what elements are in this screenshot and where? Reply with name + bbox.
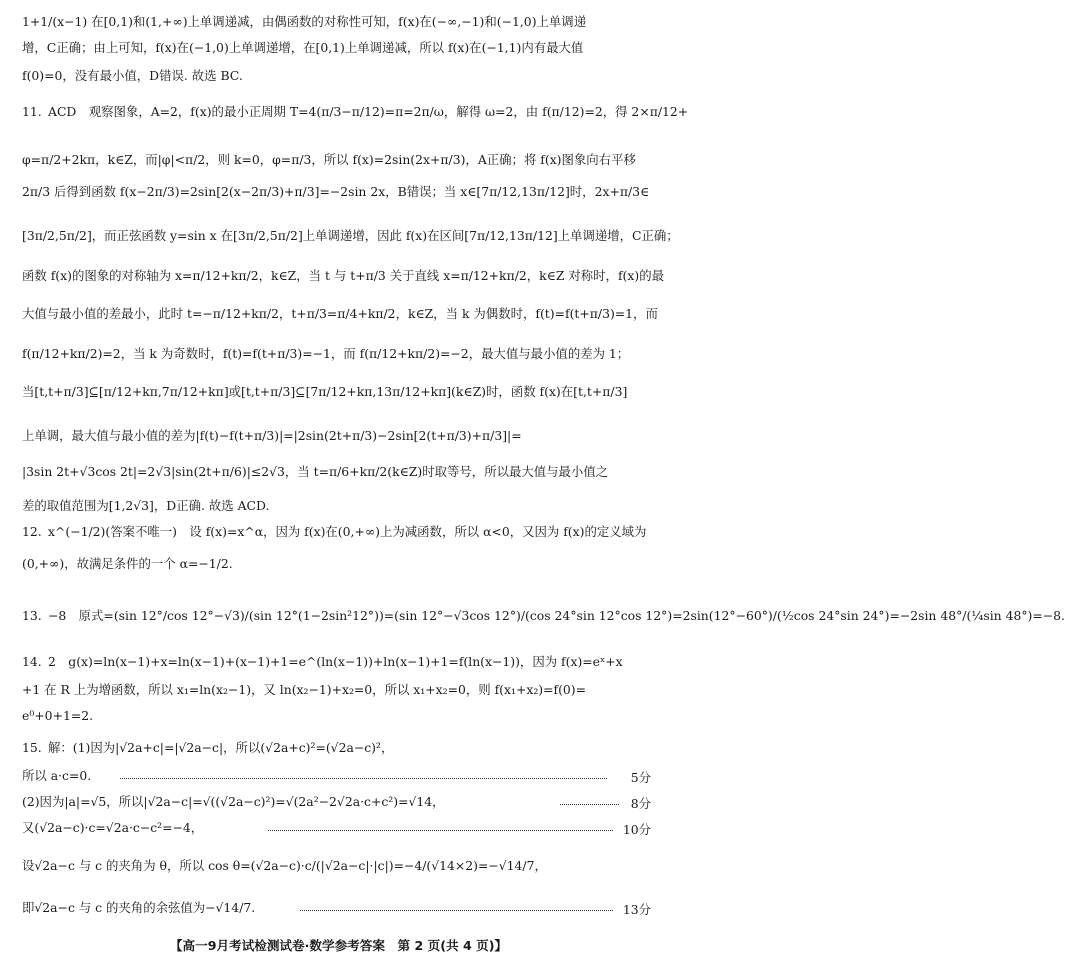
q14-number: 14. bbox=[22, 654, 42, 669]
q11-line-2: φ=π/2+2kπ，k∈Z，而|φ|<π/2，则 k=0，φ=π/3，所以 f(x)=2sin(2x+π/3)，A正确；将 f(x)图象向右平移 bbox=[22, 152, 636, 167]
q15-dotted-leader-4 bbox=[300, 910, 613, 911]
q14-line-1 bbox=[22, 654, 651, 670]
q15-score-3: 10分 bbox=[622, 822, 651, 837]
q13-number: 13. bbox=[22, 608, 42, 623]
q15-line-4: 又(√2a−c)·c=√2a·c−c²=−4， bbox=[22, 820, 204, 835]
q12-number: 12. bbox=[22, 524, 42, 539]
q14-text: 2 g(x)=ln(x−1)+x=ln(x−1)+(x−1)+1=e^(ln(x−1))+ln(x−1)+1=f(ln(x−1))，因为 f(x)=eˣ+x bbox=[48, 654, 623, 669]
page-footer: 【高一9月考试检测试卷·数学参考答案 第 2 页(共 4 页)】 bbox=[169, 938, 508, 953]
q15-number: 15. bbox=[22, 740, 42, 755]
q10-continuation-line-3: f(0)=0，没有最小值，D错误. 故选 BC. bbox=[22, 68, 243, 83]
q11-line-1 bbox=[22, 104, 689, 120]
q15-line-1 bbox=[22, 740, 651, 756]
q11-line-4: [3π/2,5π/2]，而正弦函数 y=sin x 在[3π/2,5π/2]上单调递增，因此 f(x)在区间[7π/12,13π/12]上单调递增，C正确； bbox=[22, 228, 679, 243]
q10-continuation-line-1: 1+1/(x−1) 在[0,1)和(1,+∞)上单调递减，由偶函数的对称性可知，f(x)在(−∞,−1)和(−1,0)上单调递 bbox=[22, 14, 587, 29]
q11-line-11: 差的取值范围为[1,2√3]，D正确. 故选 ACD. bbox=[22, 498, 270, 513]
q11-text: ACD 观察图象，A=2，f(x)的最小正周期 T=4(π/3−π/12)=π=2π/ω，解得 ω=2，由 f(π/12)=2，得 2×π/12+ bbox=[48, 104, 689, 119]
q15-dotted-leader-3 bbox=[268, 830, 613, 831]
q11-line-9: 上单调，最大值与最小值的差为|f(t)−f(t+π/3)|=|2sin(2t+π/3)−2sin[2(t+π/3)+π/3]|= bbox=[22, 428, 522, 443]
q14-line-2: +1 在 R 上为增函数，所以 x₁=ln(x₂−1)，又 ln(x₂−1)+x₂=0，所以 x₁+x₂=0，则 f(x₁+x₂)=f(0)= bbox=[22, 682, 587, 697]
q12-text: x^(−1/2)(答案不唯一) 设 f(x)=x^α，因为 f(x)在(0,+∞)上为减函数，所以 α<0，又因为 f(x)的定义域为 bbox=[48, 524, 647, 539]
q11-line-8: 当[t,t+π/3]⊆[π/12+kπ,7π/12+kπ]或[t,t+π/3]⊆[7π/12+kπ,13π/12+kπ](k∈Z)时，函数 f(x)在[t,t+π/3] bbox=[22, 384, 628, 399]
q12-line-2: (0,+∞)，故满足条件的一个 α=−1/2. bbox=[22, 556, 233, 571]
q15-dotted-leader-2 bbox=[560, 804, 619, 805]
q12-line-1 bbox=[22, 524, 651, 540]
q15-dotted-leader-1 bbox=[120, 778, 607, 779]
q15-score-1: 5分 bbox=[630, 770, 651, 785]
q15-line-6: 即√2a−c 与 c 的夹角的余弦值为−√14/7. bbox=[22, 900, 256, 915]
q13-text: −8 原式=(sin 12°/cos 12°−√3)/(sin 12°(1−2sin²12°))=(sin 12°−√3cos 12°)/(cos 24°sin 12°cos 12°)=2sin(12°−60°)/(½cos 24°sin 24°)=−2sin 48°/(¼sin 48°)=−8. bbox=[48, 608, 1065, 623]
q15-line-2: 所以 a·c=0. bbox=[22, 768, 92, 783]
q11-number: 11. bbox=[22, 104, 42, 119]
q10-continuation-line-2: 增，C正确；由上可知，f(x)在(−1,0)上单调递增，在[0,1)上单调递减，所以 f(x)在(−1,1)内有最大值 bbox=[22, 40, 584, 55]
q15-text: 解：(1)因为|√2a+c|=|√2a−c|，所以(√2a+c)²=(√2a−c)²， bbox=[48, 740, 394, 755]
q11-line-5: 函数 f(x)的图象的对称轴为 x=π/12+kπ/2，k∈Z，当 t 与 t+π/3 关于直线 x=π/12+kπ/2，k∈Z 对称时，f(x)的最 bbox=[22, 268, 664, 283]
q14-line-3: e⁰+0+1=2. bbox=[22, 708, 94, 723]
q15-score-2: 8分 bbox=[630, 796, 651, 811]
q11-line-3: 2π/3 后得到函数 f(x−2π/3)=2sin[2(x−2π/3)+π/3]=−2sin 2x，B错误；当 x∈[7π/12,13π/12]时，2x+π/3∈ bbox=[22, 184, 650, 199]
q15-score-4: 13分 bbox=[622, 902, 651, 917]
q15-line-5: 设√2a−c 与 c 的夹角为 θ，所以 cos θ=(√2a−c)·c/(|√2a−c|·|c|)=−4/(√14×2)=−√14/7， bbox=[22, 858, 547, 873]
q15-line-3: (2)因为|a|=√5，所以|√2a−c|=√((√2a−c)²)=√(2a²−2√2a·c+c²)=√14， bbox=[22, 794, 445, 809]
q11-line-7: f(π/12+kπ/2)=2，当 k 为奇数时，f(t)=f(t+π/3)=−1，而 f(π/12+kπ/2)=−2，最大值与最小值的差为 1； bbox=[22, 346, 630, 361]
q11-line-10: |3sin 2t+√3cos 2t|=2√3|sin(2t+π/6)|≤2√3，当 t=π/6+kπ/2(k∈Z)时取等号，所以最大值与最小值之 bbox=[22, 464, 609, 479]
q13-line-1 bbox=[22, 608, 1065, 624]
q11-line-6: 大值与最小值的差最小，此时 t=−π/12+kπ/2，t+π/3=π/4+kπ/2，k∈Z，当 k 为偶数时，f(t)=f(t+π/3)=1，而 bbox=[22, 306, 658, 321]
